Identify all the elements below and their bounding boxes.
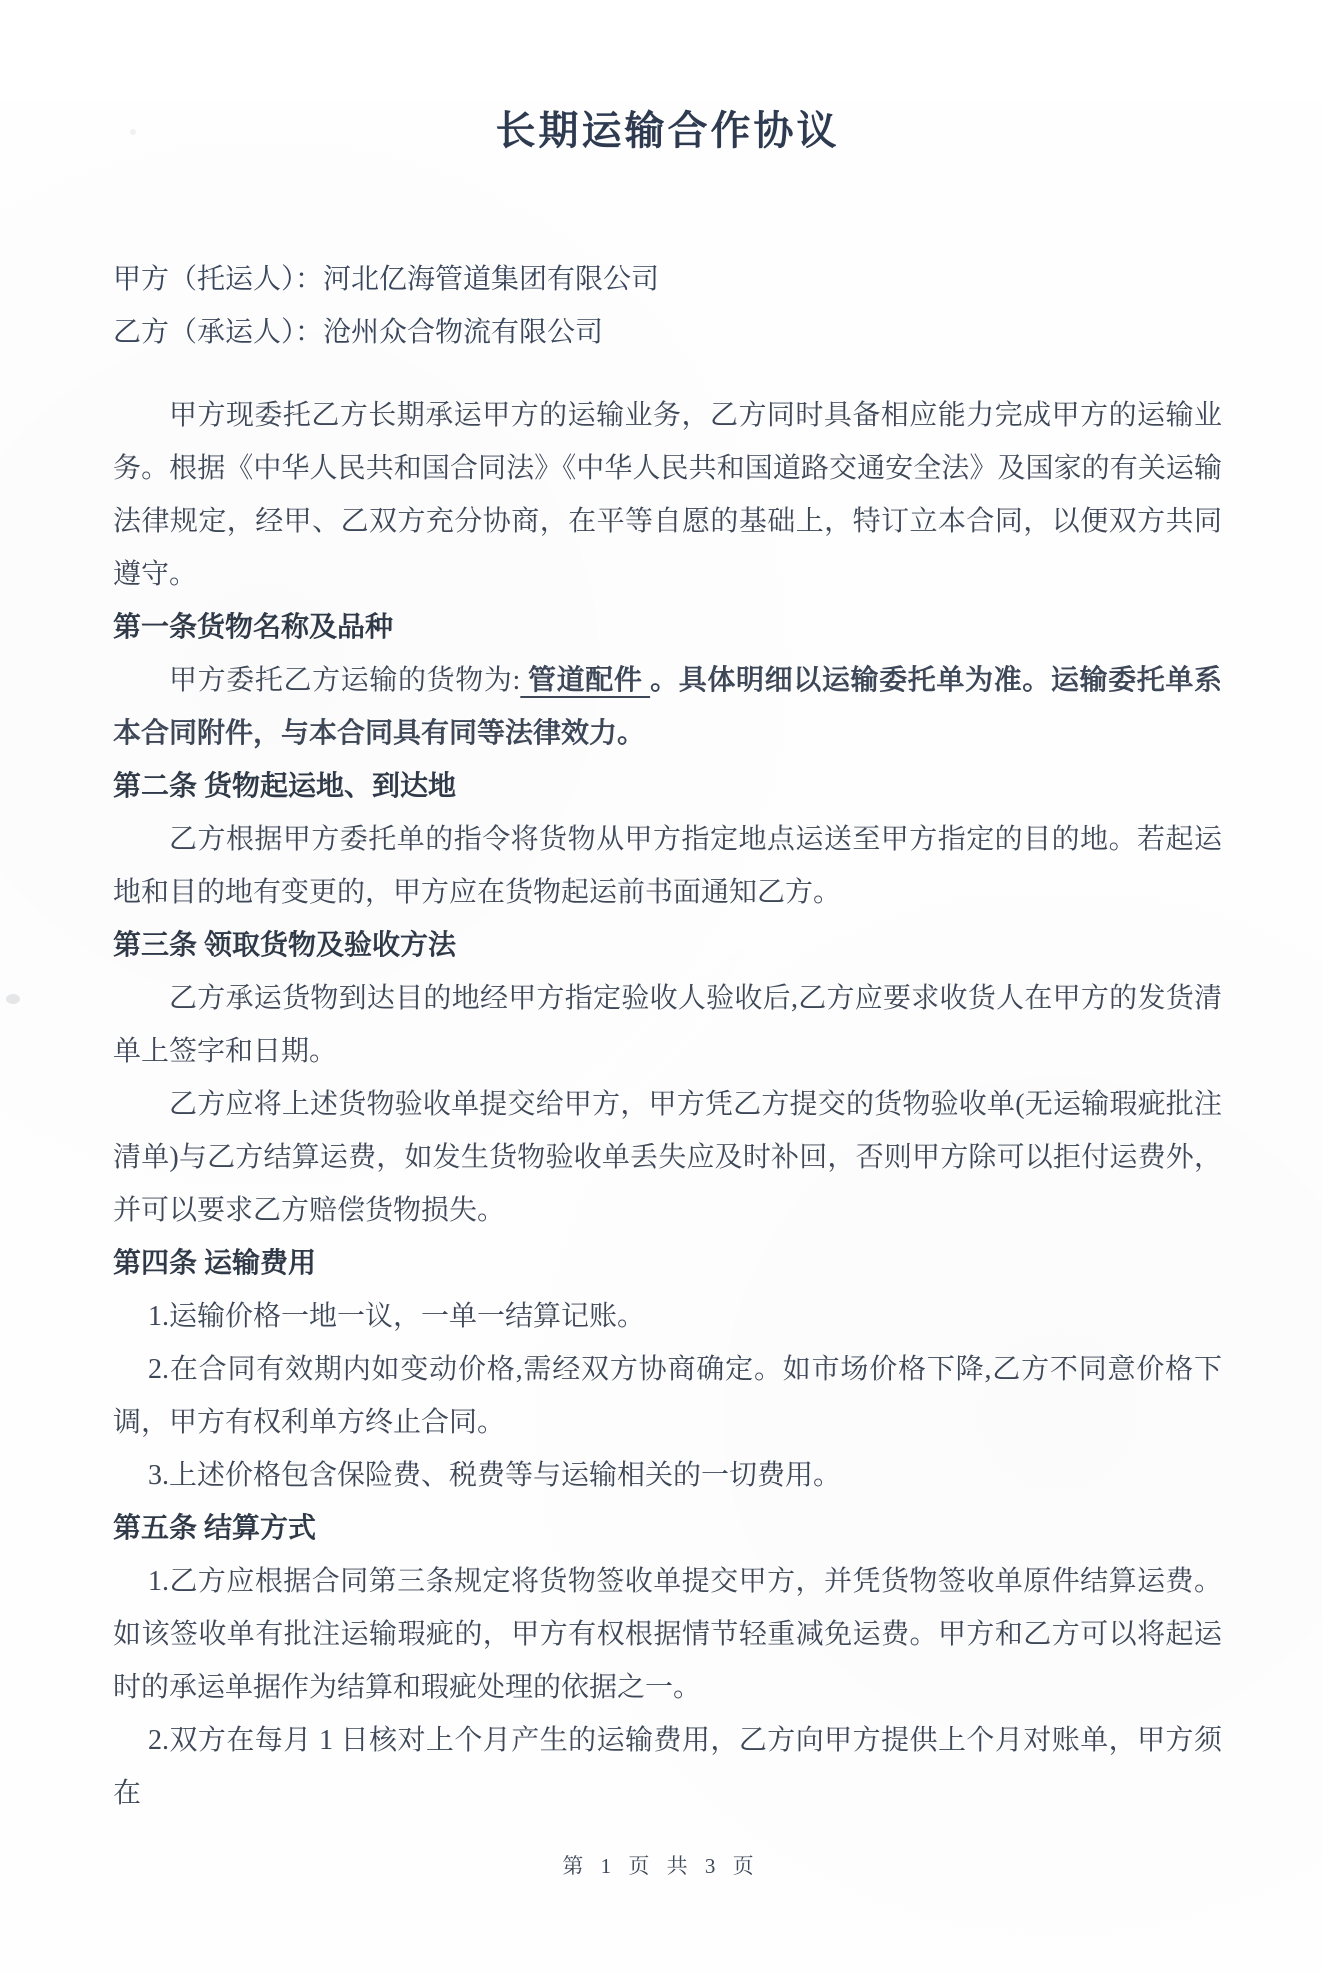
- page-number: 第 1 页 共 3 页: [562, 1854, 760, 1878]
- clause-2-heading: 第二条 货物起运地、到达地: [113, 771, 457, 802]
- clause-1-text-after-blank: 。具体明细以运输委托单为准。运输委托单系本合同附件，与本合同具有同等法律效力。: [113, 665, 1222, 749]
- party-b-line: 乙方（承运人）：沧州众合物流有限公司: [113, 317, 604, 348]
- clause-5-heading: 第五条 结算方式: [113, 1513, 317, 1544]
- clause-2-paragraph: 乙方根据甲方委托单的指令将货物从甲方指定地点运送至甲方指定的目的地。若起运地和目的地有变更的，甲方应在货物起运前书面通知乙方。: [113, 824, 1222, 908]
- clause-3: [113, 919, 1222, 1237]
- clause-4-heading: 第四条 运输费用: [113, 1248, 317, 1279]
- scan-artifact: [130, 129, 136, 135]
- contract-preamble: [113, 389, 1222, 601]
- scanned-contract-page: [0, 102, 1322, 1973]
- preamble-paragraph: 甲方现委托乙方长期承运甲方的运输业务，乙方同时具备相应能力完成甲方的运输业务。根据《中华人民共和国合同法》《中华人民共和国道路交通安全法》及国家的有关运输法律规定，经甲、乙双方充分协商，在平等自愿的基础上，特订立本合同，以便双方共同遵守。: [113, 400, 1222, 590]
- clause-4: [113, 1237, 1222, 1502]
- clause-2: [113, 760, 1222, 919]
- party-a-line: 甲方（托运人）：河北亿海管道集团有限公司: [113, 264, 660, 295]
- scan-artifact: [6, 994, 20, 1004]
- clause-5-item-2: 2.双方在每月 1 日核对上个月产生的运输费用，乙方向甲方提供上个月对账单，甲方须在: [113, 1725, 1222, 1809]
- clause-4-item-2: 2.在合同有效期内如变动价格,需经双方协商确定。如市场价格下降,乙方不同意价格下调，甲方有权利单方终止合同。: [113, 1354, 1222, 1438]
- clause-1-heading: 第一条货物名称及品种: [113, 612, 394, 643]
- clause-1: [113, 601, 1222, 760]
- clause-4-item-3: 3.上述价格包含保险费、税费等与运输相关的一切费用。: [148, 1460, 842, 1491]
- clause-3-heading: 第三条 领取货物及验收方法: [113, 930, 457, 961]
- page-title: 长期运输合作协议: [495, 108, 840, 153]
- clause-4-item-1: 1.运输价格一地一议，一单一结算记账。: [148, 1301, 646, 1332]
- clause-1-paragraph: [113, 654, 1222, 760]
- page-footer: [0, 1850, 1322, 1880]
- clause-3-paragraph-2: 乙方应将上述货物验收单提交给甲方，甲方凭乙方提交的货物验收单(无运输瑕疵批注清单)与乙方结算运费，如发生货物验收单丢失应及时补回，否则甲方除可以拒付运费外，并可以要求乙方赔偿货物损失。: [113, 1089, 1222, 1226]
- contract-parties: [113, 253, 1222, 359]
- clause-1-text-before-blank: 甲方委托乙方运输的货物为:: [169, 665, 521, 696]
- cargo-name-blank-value: 管道配件: [520, 665, 651, 696]
- clause-5: [113, 1502, 1222, 1820]
- clause-5-item-1: 1.乙方应根据合同第三条规定将货物签收单提交甲方，并凭货物签收单原件结算运费。如该签收单有批注运输瑕疵的，甲方有权根据情节轻重减免运费。甲方和乙方可以将起运时的承运单据作为结算和瑕疵处理的依据之一。: [113, 1566, 1222, 1703]
- clause-3-paragraph-1: 乙方承运货物到达目的地经甲方指定验收人验收后,乙方应要求收货人在甲方的发货清单上签字和日期。: [113, 983, 1222, 1067]
